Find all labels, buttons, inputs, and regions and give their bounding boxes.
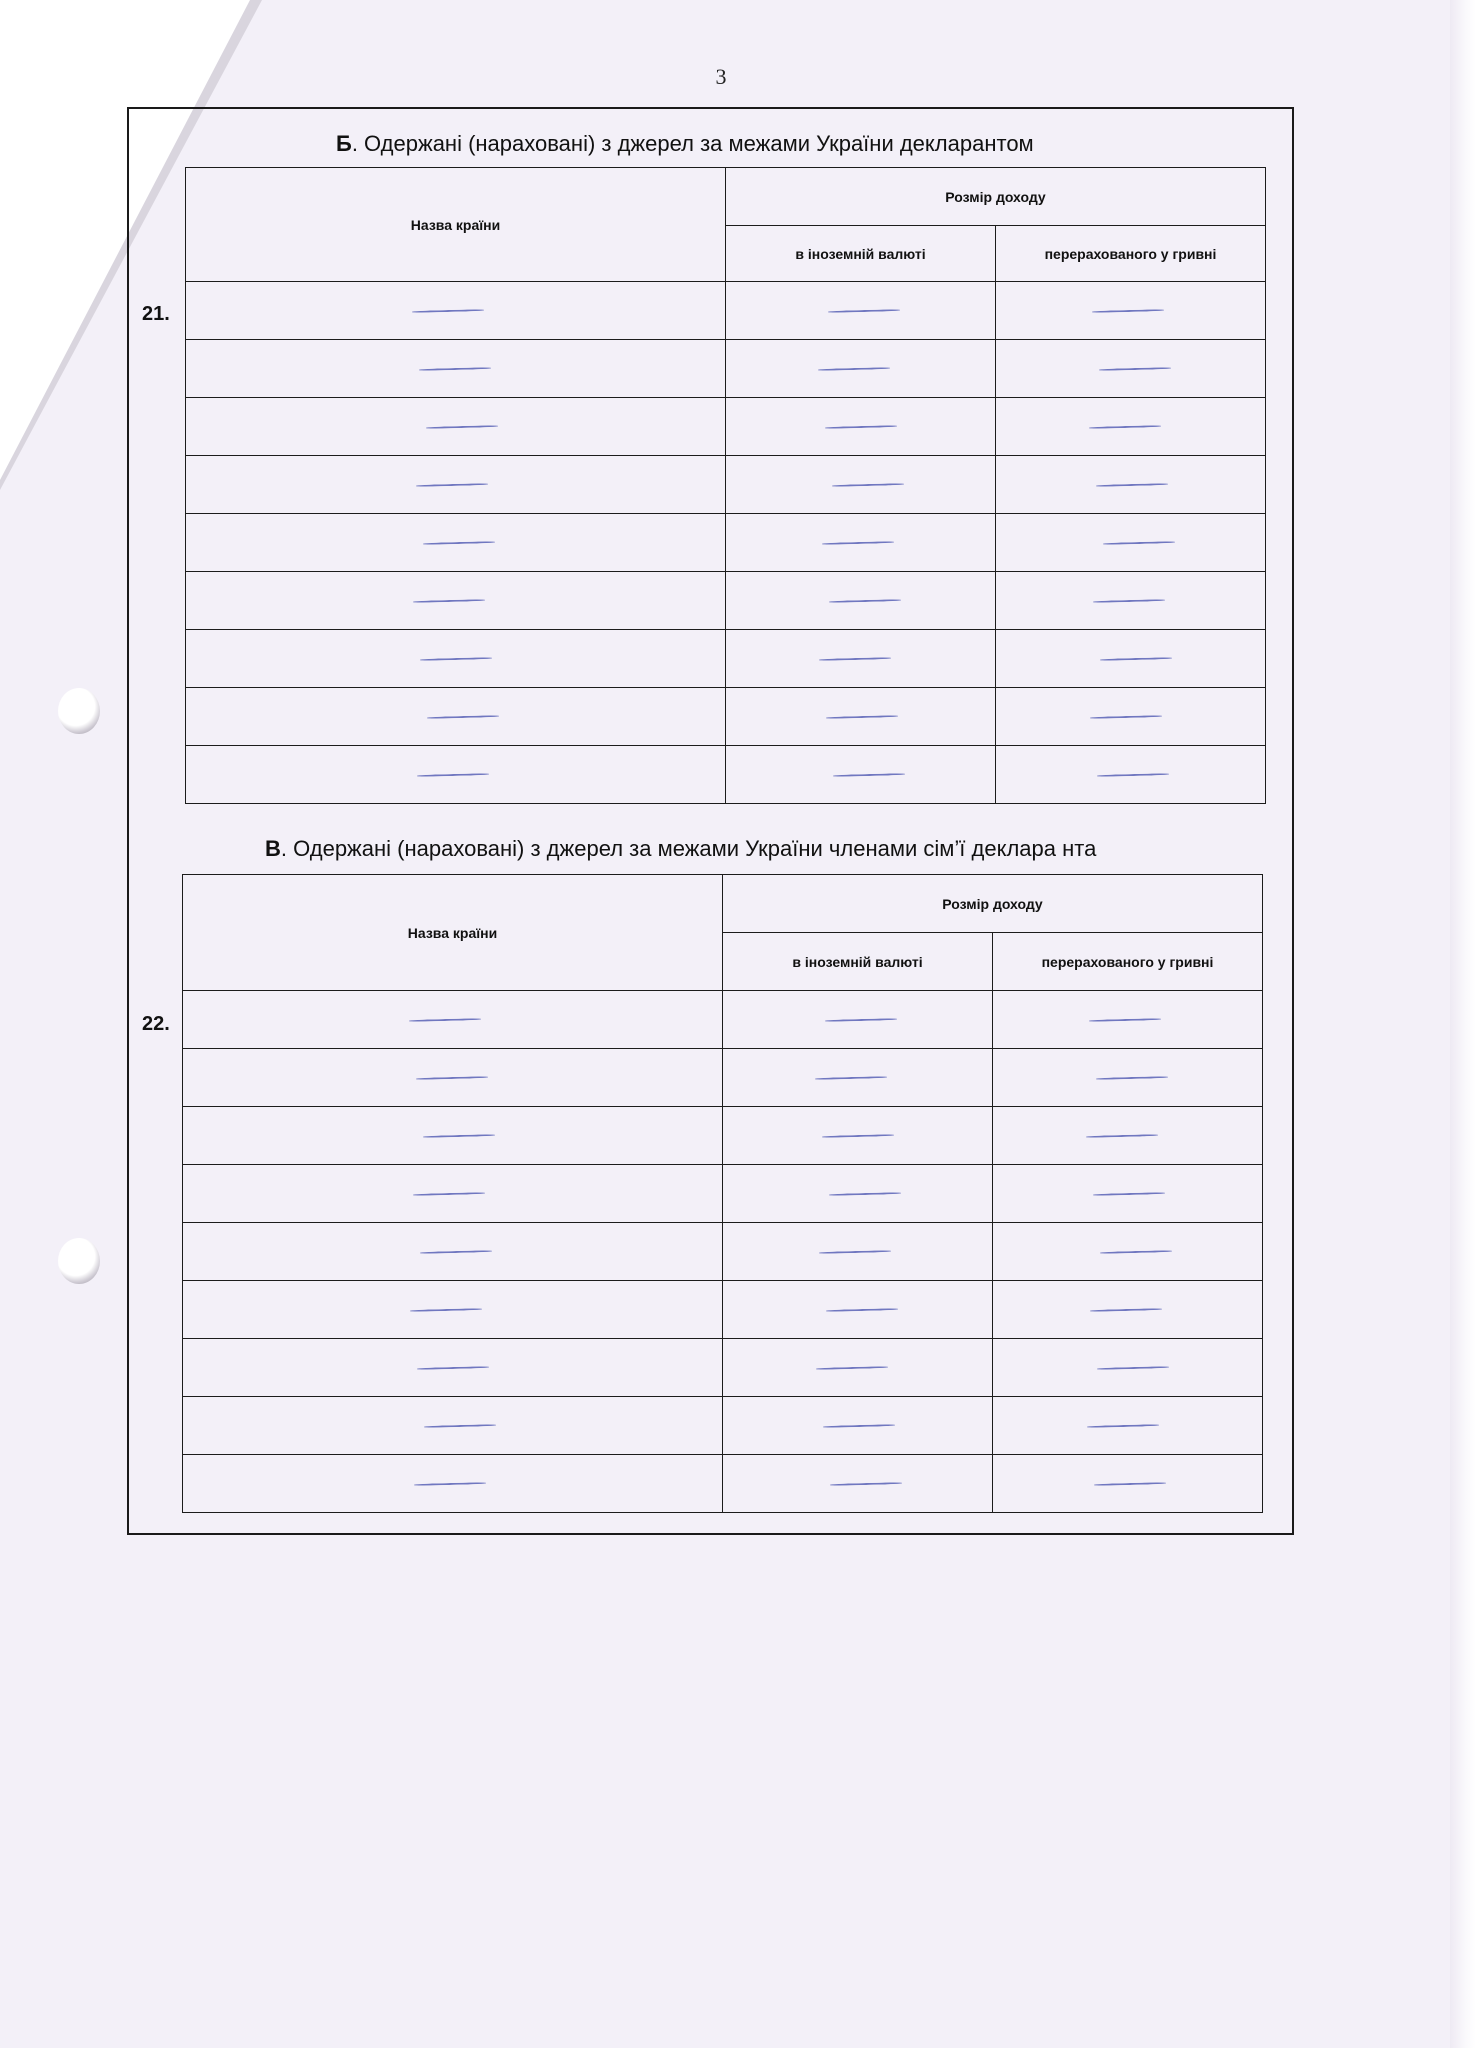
foreign-cell[interactable]: [726, 398, 996, 456]
header-country: Назва країни: [186, 168, 726, 282]
hryvnia-cell[interactable]: [993, 1455, 1263, 1513]
handwritten-dash: [1093, 1482, 1165, 1486]
handwritten-dash: [1086, 1424, 1158, 1428]
handwritten-dash: [824, 1018, 896, 1022]
handwritten-dash: [411, 309, 483, 313]
country-cell[interactable]: [183, 1165, 723, 1223]
table-row: [183, 1049, 1263, 1107]
hryvnia-cell[interactable]: [996, 746, 1266, 804]
handwritten-dash: [1088, 1018, 1160, 1022]
country-cell[interactable]: [183, 1223, 723, 1281]
section-b-title-text: . Одержані (нараховані) з джерел за межами України декларантом: [351, 131, 1034, 156]
header-in-hryvnia: перерахованого у гривні: [996, 226, 1266, 282]
handwritten-dash: [412, 1192, 484, 1196]
handwritten-dash: [419, 657, 491, 661]
hryvnia-cell[interactable]: [993, 1281, 1263, 1339]
country-cell[interactable]: [186, 688, 726, 746]
section-v-letter: В: [265, 836, 281, 861]
foreign-cell[interactable]: [723, 991, 993, 1049]
handwritten-dash: [1089, 1308, 1161, 1312]
handwritten-dash: [1088, 425, 1160, 429]
section-v-title: [265, 836, 1096, 862]
country-cell[interactable]: [186, 572, 726, 630]
table-row: [183, 1107, 1263, 1165]
table-row: [186, 456, 1266, 514]
header-foreign-currency: в іноземній валюті: [726, 226, 996, 282]
handwritten-dash: [828, 599, 900, 603]
header-foreign-currency: в іноземній валюті: [723, 933, 993, 991]
handwritten-dash: [416, 1366, 488, 1370]
handwritten-dash: [425, 425, 497, 429]
handwritten-dash: [814, 1076, 886, 1080]
foreign-cell[interactable]: [723, 1165, 993, 1223]
page-edge: [1450, 0, 1476, 2048]
handwritten-dash: [413, 1482, 485, 1486]
header-in-hryvnia: перерахованого у гривні: [993, 933, 1263, 991]
hryvnia-cell[interactable]: [996, 572, 1266, 630]
hryvnia-cell[interactable]: [996, 340, 1266, 398]
handwritten-dash: [1099, 657, 1171, 661]
handwritten-dash: [415, 1076, 487, 1080]
hryvnia-cell[interactable]: [996, 398, 1266, 456]
hryvnia-cell[interactable]: [996, 456, 1266, 514]
header-country: Назва країни: [183, 875, 723, 991]
foreign-cell[interactable]: [723, 1281, 993, 1339]
foreign-cell[interactable]: [726, 746, 996, 804]
foreign-cell[interactable]: [726, 456, 996, 514]
handwritten-dash: [419, 1250, 491, 1254]
table-row: [183, 1455, 1263, 1513]
country-cell[interactable]: [183, 991, 723, 1049]
table-row: [186, 688, 1266, 746]
country-cell[interactable]: [183, 1107, 723, 1165]
handwritten-dash: [1089, 715, 1161, 719]
handwritten-dash: [1102, 541, 1174, 545]
handwritten-dash: [422, 1134, 494, 1138]
country-cell[interactable]: [183, 1455, 723, 1513]
row-number-22: 22.: [142, 1013, 170, 1035]
hryvnia-cell[interactable]: [993, 1049, 1263, 1107]
handwritten-dash: [822, 1424, 894, 1428]
foreign-cell[interactable]: [723, 1455, 993, 1513]
table-row: [186, 398, 1266, 456]
foreign-cell[interactable]: [726, 688, 996, 746]
punch-hole-bottom: [58, 1238, 100, 1284]
foreign-cell[interactable]: [723, 1049, 993, 1107]
country-cell[interactable]: [186, 340, 726, 398]
hryvnia-cell[interactable]: [993, 1397, 1263, 1455]
hryvnia-cell[interactable]: [996, 514, 1266, 572]
handwritten-dash: [832, 773, 904, 777]
foreign-cell[interactable]: [726, 630, 996, 688]
handwritten-dash: [415, 483, 487, 487]
table-row: [186, 340, 1266, 398]
country-cell[interactable]: [183, 1397, 723, 1455]
table-row: [183, 1165, 1263, 1223]
handwritten-dash: [1085, 1134, 1157, 1138]
handwritten-dash: [416, 773, 488, 777]
hryvnia-cell[interactable]: [993, 1339, 1263, 1397]
handwritten-dash: [408, 1018, 480, 1022]
foreign-cell[interactable]: [726, 514, 996, 572]
hryvnia-cell[interactable]: [993, 1107, 1263, 1165]
foreign-income-family-table: [182, 874, 1263, 1513]
table-row: [183, 1397, 1263, 1455]
foreign-cell[interactable]: [726, 340, 996, 398]
page-number: 3: [715, 64, 727, 89]
country-cell[interactable]: [186, 630, 726, 688]
hryvnia-cell[interactable]: [993, 1165, 1263, 1223]
handwritten-dash: [825, 715, 897, 719]
section-b-title: [336, 131, 1034, 157]
handwritten-dash: [828, 1192, 900, 1196]
handwritten-dash: [825, 1308, 897, 1312]
header-income-size: Розмір доходу: [723, 875, 1263, 933]
table-row: [186, 572, 1266, 630]
handwritten-dash: [1092, 1192, 1164, 1196]
handwritten-dash: [422, 541, 494, 545]
handwritten-dash: [418, 367, 490, 371]
handwritten-dash: [1096, 1366, 1168, 1370]
section-b-letter: Б: [336, 131, 352, 156]
foreign-income-declarant-table: [185, 167, 1266, 804]
foreign-cell[interactable]: [726, 572, 996, 630]
handwritten-dash: [818, 657, 890, 661]
handwritten-dash: [821, 541, 893, 545]
hryvnia-cell[interactable]: [993, 991, 1263, 1049]
hryvnia-cell[interactable]: [996, 688, 1266, 746]
table-row: [183, 1281, 1263, 1339]
foreign-cell[interactable]: [726, 282, 996, 340]
handwritten-dash: [817, 367, 889, 371]
handwritten-dash: [426, 715, 498, 719]
foreign-cell[interactable]: [723, 1397, 993, 1455]
country-cell[interactable]: [183, 1281, 723, 1339]
country-cell[interactable]: [186, 746, 726, 804]
handwritten-dash: [1091, 309, 1163, 313]
handwritten-dash: [815, 1366, 887, 1370]
hryvnia-cell[interactable]: [996, 630, 1266, 688]
country-cell[interactable]: [183, 1339, 723, 1397]
table-row: [183, 1339, 1263, 1397]
handwritten-dash: [412, 599, 484, 603]
handwritten-dash: [1092, 599, 1164, 603]
hryvnia-cell[interactable]: [996, 282, 1266, 340]
handwritten-dash: [1095, 483, 1167, 487]
table-row: [183, 991, 1263, 1049]
foreign-cell[interactable]: [723, 1107, 993, 1165]
handwritten-dash: [409, 1308, 481, 1312]
punch-hole-top: [58, 688, 100, 734]
handwritten-dash: [1095, 1076, 1167, 1080]
handwritten-dash: [423, 1424, 495, 1428]
handwritten-dash: [824, 425, 896, 429]
country-cell[interactable]: [186, 514, 726, 572]
table-row: [183, 1223, 1263, 1281]
handwritten-dash: [827, 309, 899, 313]
country-cell[interactable]: [183, 1049, 723, 1107]
handwritten-dash: [818, 1250, 890, 1254]
handwritten-dash: [821, 1134, 893, 1138]
handwritten-dash: [1098, 367, 1170, 371]
foreign-cell[interactable]: [723, 1223, 993, 1281]
header-income-size: Розмір доходу: [726, 168, 1266, 226]
handwritten-dash: [829, 1482, 901, 1486]
handwritten-dash: [831, 483, 903, 487]
table-row: [186, 746, 1266, 804]
hryvnia-cell[interactable]: [993, 1223, 1263, 1281]
table-row: [186, 282, 1266, 340]
foreign-cell[interactable]: [723, 1339, 993, 1397]
table-row: [186, 514, 1266, 572]
country-cell[interactable]: [186, 456, 726, 514]
handwritten-dash: [1096, 773, 1168, 777]
table-row: [186, 630, 1266, 688]
handwritten-dash: [1099, 1250, 1171, 1254]
country-cell[interactable]: [186, 398, 726, 456]
country-cell[interactable]: [186, 282, 726, 340]
section-v-title-text: . Одержані (нараховані) з джерел за межами України членами сім’ї деклара нта: [280, 836, 1097, 861]
row-number-21: 21.: [142, 303, 170, 325]
